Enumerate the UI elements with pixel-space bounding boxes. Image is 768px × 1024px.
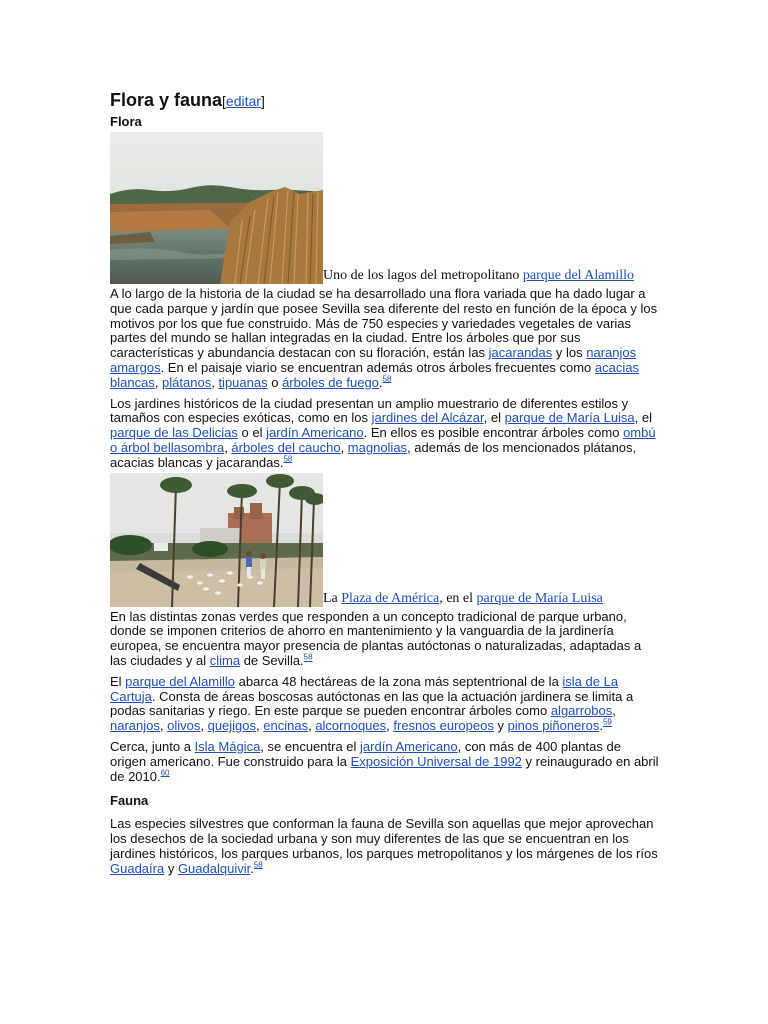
section-heading xyxy=(110,88,660,113)
link-jardin-americano[interactable]: jardín Americano xyxy=(266,425,364,441)
edit-link-wrapper: [editar] xyxy=(222,93,265,109)
link-jardin-americano-2[interactable]: jardín Americano xyxy=(360,738,458,754)
link-parque-maria-luisa[interactable]: parque de María Luisa xyxy=(504,410,635,426)
link-acacias-blancas[interactable]: acacias blancas xyxy=(110,359,639,390)
link-tipuanas[interactable]: tipuanas xyxy=(218,374,268,390)
link-magnolias[interactable]: magnolias xyxy=(347,439,408,455)
reference-link[interactable]: 58 xyxy=(382,374,392,384)
link-expo-92[interactable]: Exposición Universal de 1992 xyxy=(350,753,522,769)
link-isla-cartuja[interactable]: isla de La Cartuja xyxy=(110,673,619,704)
flora-heading: Flora xyxy=(110,114,142,129)
plaza-image[interactable] xyxy=(110,473,323,607)
link-parque-delicias[interactable]: parque de las Delicias xyxy=(110,425,238,441)
flora-paragraph-5: Cerca, junto a Isla Mágica, se encuentra el jardín Americano, con más de 400 plantas de origen americano. Fue construido para la Exposición Universal de 1992 y reinaugurado en abril de 2010.60 xyxy=(110,738,659,784)
caption-link-plaza-america[interactable]: Plaza de América xyxy=(341,590,440,606)
figure-plaza-america: La Plaza de América, en el parque de María Luisa xyxy=(110,473,660,607)
link-fresnos-europeos[interactable]: fresnos europeos xyxy=(393,718,494,734)
link-jardines-alcazar[interactable]: jardines del Alcázar xyxy=(371,410,484,426)
flora-paragraph-3: En las distintas zonas verdes que responden a un concepto tradicional de parque urbano, donde se imponen criterios de ahorro en mantenimiento y la vanguardia de la jardinería europea, se encuentra mayor presencia de plantas autóctonas o naturalizadas, adaptadas a las ciudades y al clima de Sevilla.$^{58}$ xyxy=(110,608,642,668)
link-arboles-de-fuego[interactable]: árboles de fuego xyxy=(282,374,379,390)
flora-paragraph-4: El parque del Alamillo abarca 48 hectáreas de la zona más septentrional de la isla de La Cartuja. Consta de áreas boscosas autóctonas en las que la actuación jardinera se limita a podas sanitarias y riego. En este parque se pueden encontrar árboles como algarrobos, naranjos, olivos, quejigos, encinas, alcornoques, fresnos europeos y pinos piñoneros.$^{59}$ xyxy=(110,673,634,734)
figure-lake xyxy=(110,132,660,284)
link-encinas[interactable]: encinas xyxy=(263,718,309,734)
link-arboles-caucho[interactable]: árboles del caucho xyxy=(231,439,341,455)
link-isla-magica[interactable]: Isla Mágica xyxy=(194,738,261,754)
link-parque-alamillo[interactable]: parque del Alamillo xyxy=(125,673,236,689)
link-ombu[interactable]: ombú o árbol bellasombra xyxy=(110,425,656,455)
caption-link-parque-alamillo[interactable]: parque del Alamillo xyxy=(522,268,635,283)
caption-link-parque-maria-luisa[interactable]: parque de María Luisa xyxy=(476,590,603,606)
lake-caption-text: Uno de los lagos del metropolitano xyxy=(323,268,523,283)
link-alcornoques[interactable]: alcornoques xyxy=(315,718,387,734)
link-olivos[interactable]: olivos xyxy=(167,718,201,734)
link-guadalquivir[interactable]: Guadalquivir xyxy=(177,860,251,876)
link-platanos[interactable]: plátanos xyxy=(162,374,212,390)
reference-link[interactable]: 58 xyxy=(253,860,263,870)
link-naranjos-amargos[interactable]: naranjos amargos xyxy=(110,345,637,375)
link-quejigos[interactable]: quejigos xyxy=(207,718,257,734)
flora-paragraph-1: A lo largo de la historia de la ciudad se ha desarrollado una flora variada que ha dado lugar a que cada parque y jardín que posee Sevilla sea diferente del resto en función de la época y los motivos por los que fue construido. Más de 750 especies y variedades vegetales de varias partes del mundo se hallan integradas en la ciudad. Entre los árboles que por sus características y abundancia destacan con su floración, están las jacarandas y los naranjos amargos. En el paisaje viario se encuentran además otros árboles frecuentes como acacias blancas, plátanos, tipuanas o árboles de fuego.$^{58}$ xyxy=(110,286,658,390)
reference-link[interactable]: 60 xyxy=(160,768,170,778)
reference-link[interactable]: 58 xyxy=(283,454,293,464)
link-pinos-pinoneros[interactable]: pinos piñoneros xyxy=(507,718,600,734)
fauna-heading: Fauna xyxy=(110,793,149,809)
edit-link[interactable]: editar xyxy=(225,93,261,109)
link-jacarandas[interactable]: jacarandas xyxy=(488,345,553,361)
link-naranjos[interactable]: naranjos xyxy=(110,718,160,734)
fauna-paragraph-1: Las especies silvestres que conforman la fauna de Sevilla son aquellas que mejor aprovechan los desechos de la sociedad urbana y son muy diferentes de las que se encuentran en los jardines históricos, los parques urbanos, los parques metropolitanos y los márgenes de los ríos Guadaíra y Guadalquivir.$^{58}$ xyxy=(110,816,658,876)
lake-image[interactable] xyxy=(110,132,323,284)
link-guadaira[interactable]: Guadaíra xyxy=(110,860,165,876)
reference-link[interactable]: 58 xyxy=(303,652,313,662)
link-clima[interactable]: clima xyxy=(209,652,241,668)
link-algarrobos[interactable]: algarrobos xyxy=(550,703,613,719)
flora-paragraph-2: Los jardines históricos de la ciudad presentan un amplio muestrario de diferentes estilos y tamaños con especies exóticas, como en los jardines del Alcázar, el parque de María Luisa, el parque de las Delicias o el jardín Americano. En ellos es posible encontrar árboles como ombú o árbol bellasombra, árboles del caucho, magnolias, además de los mencionados plátanos, acacias blancas y jacarandas.$^{58}$ xyxy=(110,395,656,470)
reference-link[interactable]: 59 xyxy=(602,717,612,727)
section-title: Flora y fauna xyxy=(110,90,223,110)
article-body xyxy=(110,88,660,877)
